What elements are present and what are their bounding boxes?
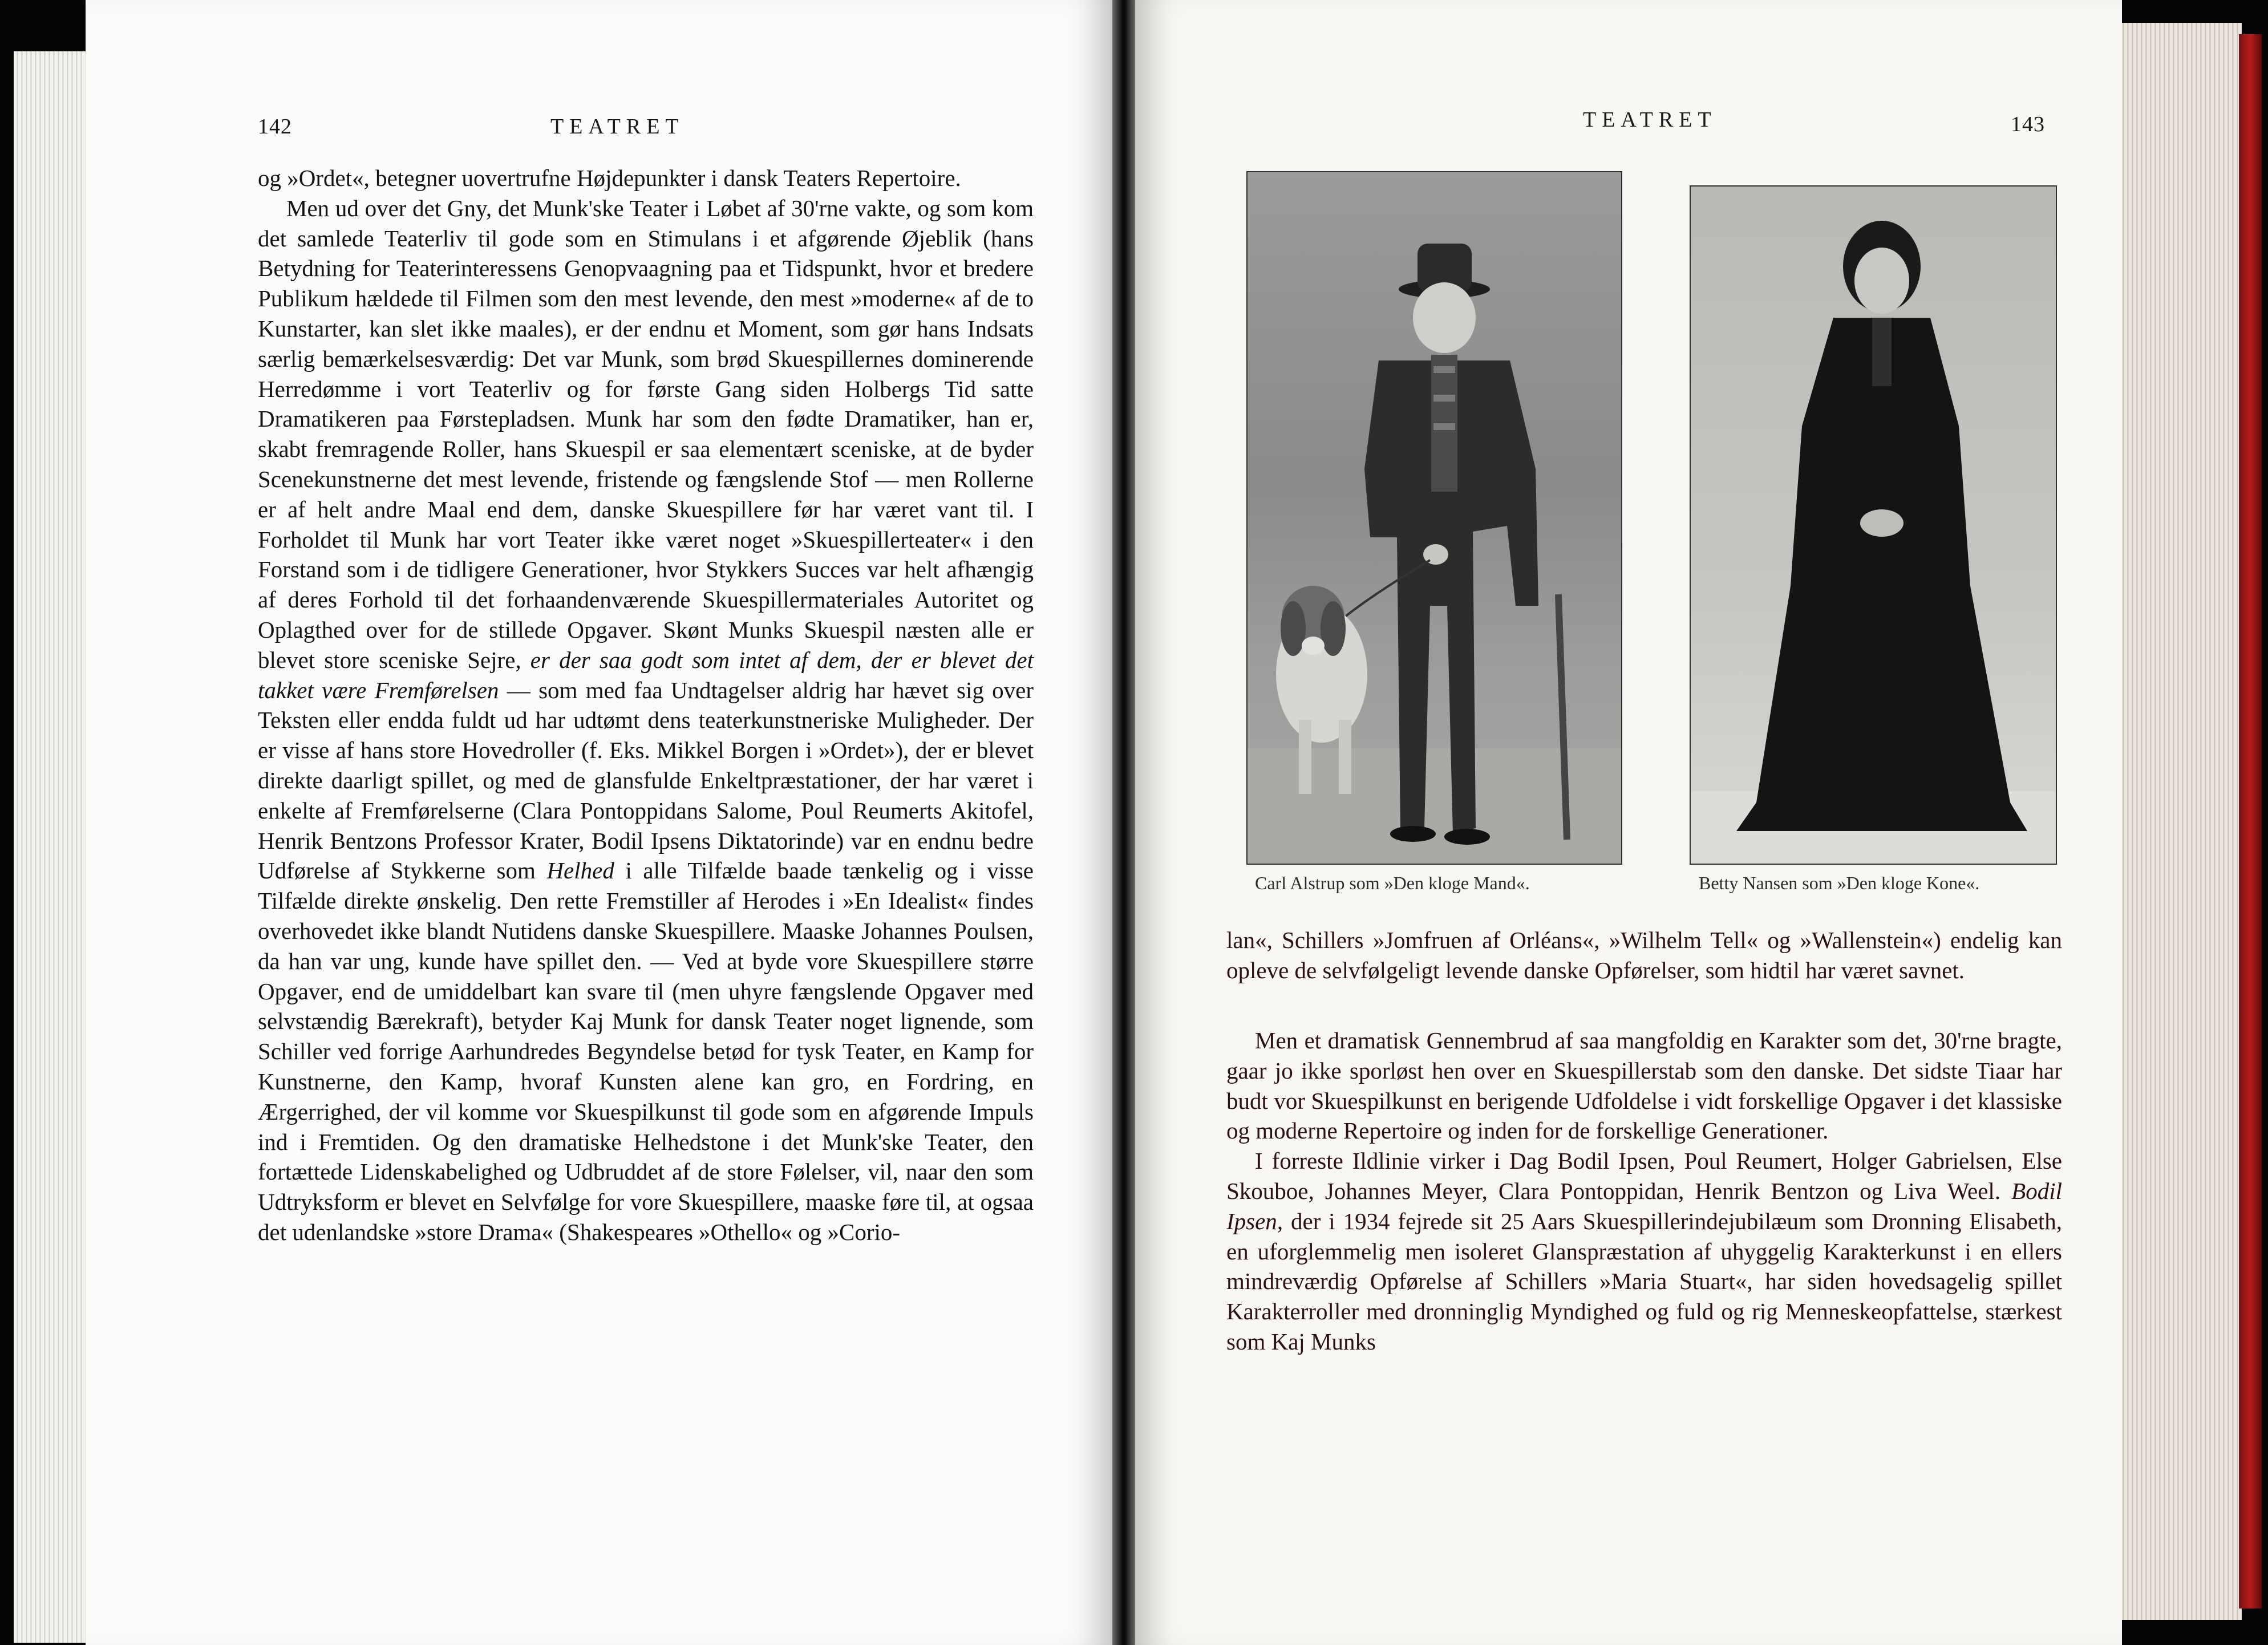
left-paragraph-2-end: i alle Tilfælde baade tænkelig og i visse Tilfælde direkte ønskelig. Den rette Fremstiller af Herodes i »En Idealist« findes overhovedet ikke blandt Nutidens danske Skuespillere. Maaske Johannes Poulsen, da han var ung, kunde have spillet den. — Ved at byde vore Skuespillere større Opgaver, end de umiddelbart kan svare til (men uhyre fængslende Opgaver med selvstændig Bærekraft), betyder Kaj Munk for dansk Teater noget lignende, som Schiller ved forrige Aarhundredes Begyndelse betød for tysk Teater, en Kamp for Kunstnerne, den Kamp, hvoraf Kunsten alene kan gro, en Fordring, en Ærgerrighed, der vil komme vor Skuespilkunst til gode som en afgørende Impuls ind i Fremtiden. Og den dramatiske Helhedstone i det Munk'ske Teater, den fortættede Lidenskabelighed og Udbruddet af de store Følelser, vil, naar den som Udtryksform er blevet en Selvfølge for vore Skuespillere, maaske føre til, at ogsaa det udenlandske »store Drama« (Shakespeares »Othello« og »Corio-	[258, 857, 1034, 1245]
left-paragraph-2	[258, 193, 1034, 1247]
left-page-body	[258, 163, 1034, 1247]
woman-in-black-dress-photo	[1690, 185, 2057, 865]
left-paragraph-2-italic: er der saa godt som intet af dem, der er blevet det takket være Fremførelsen	[258, 646, 1034, 703]
right-paragraph-1: lan«, Schillers »Jomfruen af Orléans«, »Wilhelm Tell« og »Wallenstein«) endelig kan opleve de selvfølgeligt levende danske Opførelser, som hidtil har været savnet.	[1226, 927, 2062, 983]
right-paragraph-3-name: Bodil Ipsen,	[1226, 1177, 2062, 1234]
left-paragraph-2-italic-helhed: Helhed	[546, 857, 614, 884]
right-page-body	[1226, 1026, 2062, 1357]
right-paragraph-3	[1226, 1146, 2062, 1357]
left-paragraph-2-text: Men ud over det Gny, det Munk'ske Teater i Løbet af 30'rne vakte, og som kom det samlede Teaterliv til gode som en Stimulans i et afgørende Øjeblik (hans Betydning for Teaterinteressens Genopvaagning paa et Tidspunkt, hvor et bredere Publikum hældede til Filmen som den mest levende, den mest »moderne« af de to Kunstarter, kan slet ikke maales), er der endnu et Moment, som gør hans Indsats særlig bemærkelsesværdig: Det var Munk, som brød Skuespillernes dominerende Herredømme i vort Teaterliv og for første Gang siden Holbergs Tid satte Dramatikeren paa Førstepladsen. Munk har som den fødte Dramatiker, han er, skabt fremragende Roller, hans Skuespil er saa elementært sceniske, at de byder Scenekunstnerne det mest levende, fristende og fængslende Stof — men Rollerne er af helt andre Maal end dem, danske Skuespillere før har været vant til. I Forholdet til Munk har vort Teater ikke været noget »Skuespillerteater« i den Forstand som i de tidligere Generationer, hvor Stykkers Succes var helt afhængig af deres Forhold til det forhaandenværende Skuespillermateriales Autoritet og Oplagthed over for de stillede Opgaver. Skønt Munks Skuespil næsten alle er blevet store sceniske Sejre,	[258, 195, 1034, 673]
right-page-number: 143	[2011, 112, 2045, 136]
right-paragraph-3-cont: der i 1934 fejrede sit 25 Aars Skuespillerindejubilæum som Dronning Elisabeth, en uforglemmelig men isoleret Glanspræstation af uhyggelig Karakterkunst i en ellers mindreværdig Opførelse af Schillers »Maria Stuart«, har siden hovedsagelig spillet Karakterroller med dronninglig Myndighed og fuld og rig Menneskeopfattelse, stærkest som Kaj Munks	[1226, 1208, 2062, 1355]
left-paragraph-1: og »Ordet«, betegner uovertrufne Højdepunkter i dansk Teaters Repertoire.	[258, 165, 961, 191]
right-running-head: TEATRET	[1583, 108, 1717, 132]
right-page-body-top	[1226, 925, 2062, 986]
man-with-dog-photo	[1246, 171, 1622, 865]
left-running-head: TEATRET	[550, 115, 685, 139]
left-paragraph-2-cont: — som med faa Undtagelser aldrig har hævet sig over Teksten eller endda fuldt ud har udtømt dens teaterkunstneriske Muligheder. Der er visse af hans store Hovedroller (f. Eks. Mikkel Borgen i »Ordet»), der er blevet direkte daarligt spillet, og med de glansfulde Enkeltpræstationer, der har været i enkelte af Fremførelserne (Clara Pontoppidans Salome, Poul Reumerts Akitofel, Henrik Bentzons Professor Krater, Bodil Ipsens Diktatorinde) var en endnu bedre Udførelse af Stykkerne som	[258, 676, 1034, 884]
photo-caption-carl-alstrup: Carl Alstrup som »Den kloge Mand«.	[1255, 873, 1530, 893]
photo-caption-betty-nansen: Betty Nansen som »Den kloge Kone«.	[1699, 873, 1980, 893]
book-gutter	[1112, 0, 1135, 1645]
right-page-stack	[2111, 23, 2242, 1620]
right-paragraph-2: Men et dramatisk Gennembrud af saa mangfoldig en Karakter som det, 30'rne bragte, gaar jo ikke sporløst hen over en Skuespillerstab som den danske. Det sidste Tiaar har budt vor Skuespilkunst en berigende Udfoldelse i vidt forskellige Opgaver i det klassiske og moderne Repertoire og inden for de forskellige Generationer.	[1226, 1027, 2062, 1144]
book-cover-edge	[2239, 34, 2262, 1608]
right-paragraph-3-text: I forreste Ildlinie virker i Dag Bodil Ipsen, Poul Reumert, Holger Gabrielsen, Else Skouboe, Johannes Meyer, Clara Pontoppidan, Henrik Bentzon og Liva Weel.	[1226, 1148, 2062, 1204]
left-page-number: 142	[258, 115, 292, 139]
